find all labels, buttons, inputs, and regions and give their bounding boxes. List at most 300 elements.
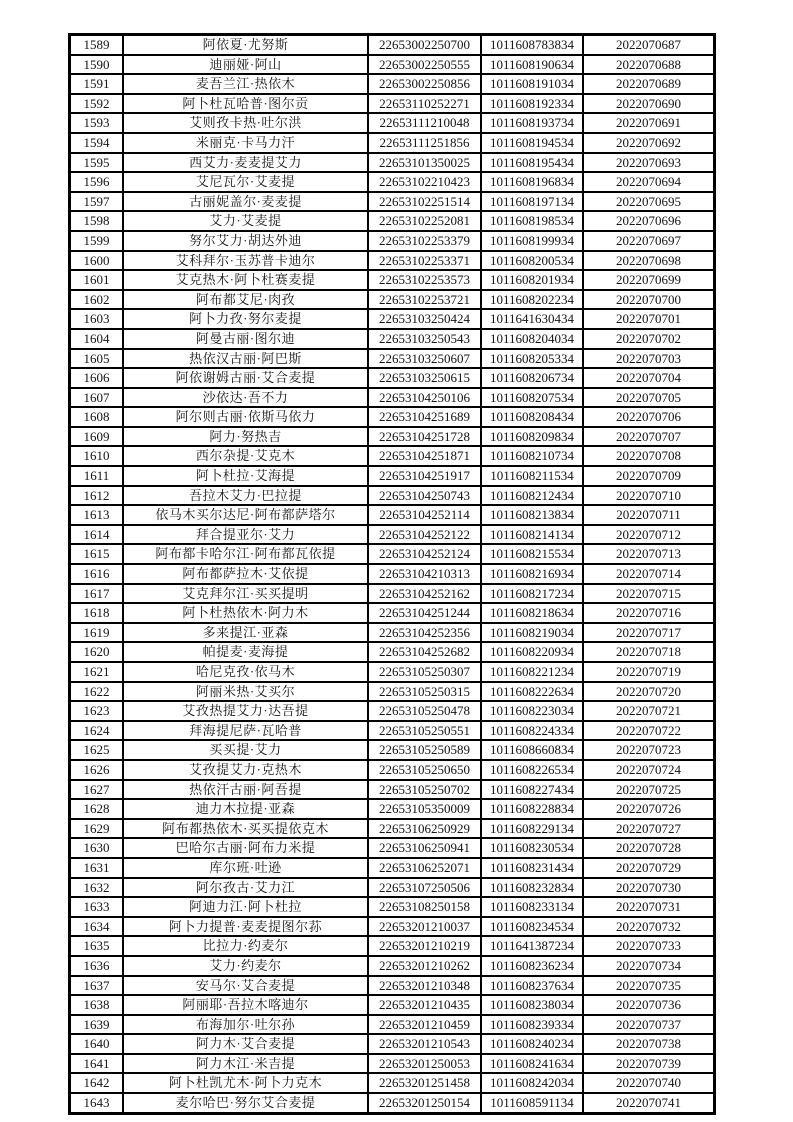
registration-number-cell: 1011608202234	[481, 290, 583, 310]
registration-number-cell: 1011608227434	[481, 780, 583, 800]
certificate-number-cell: 2022070724	[583, 760, 715, 780]
registration-number-cell: 1011608231434	[481, 858, 583, 878]
registration-number-cell: 1011608208434	[481, 407, 583, 427]
results-table	[68, 33, 716, 1115]
name-cell: 沙依达·吾不力	[123, 388, 368, 408]
table-row	[70, 995, 715, 1015]
name-cell: 西尔杂提·艾克木	[123, 446, 368, 466]
registration-number-cell: 1011608233134	[481, 897, 583, 917]
exam-number-cell: 22653104251917	[368, 466, 481, 486]
certificate-number-cell: 2022070711	[583, 505, 715, 525]
name-cell: 艾克拜尔江·买买提明	[123, 584, 368, 604]
exam-number-cell: 22653110252271	[368, 94, 481, 114]
certificate-number-cell: 2022070690	[583, 94, 715, 114]
table-row	[70, 917, 715, 937]
certificate-number-cell: 2022070732	[583, 917, 715, 937]
table-row	[70, 623, 715, 643]
exam-number-cell: 22653104252114	[368, 505, 481, 525]
exam-number-cell: 22653106250929	[368, 819, 481, 839]
name-cell: 布海加尔·吐尔孙	[123, 1015, 368, 1035]
serial-number-cell: 1635	[70, 936, 124, 956]
exam-number-cell: 22653101350025	[368, 153, 481, 173]
serial-number-cell: 1596	[70, 172, 124, 192]
exam-number-cell: 22653105250650	[368, 760, 481, 780]
certificate-number-cell: 2022070712	[583, 525, 715, 545]
serial-number-cell: 1598	[70, 211, 124, 231]
exam-number-cell: 22653103250615	[368, 368, 481, 388]
registration-number-cell: 1011608783834	[481, 35, 583, 55]
serial-number-cell: 1639	[70, 1015, 124, 1035]
table-row	[70, 486, 715, 506]
registration-number-cell: 1011608204034	[481, 329, 583, 349]
exam-number-cell: 22653103250607	[368, 349, 481, 369]
certificate-number-cell: 2022070737	[583, 1015, 715, 1035]
exam-number-cell: 22653002250856	[368, 74, 481, 94]
name-cell: 阿卜杜瓦哈普·图尔贡	[123, 94, 368, 114]
certificate-number-cell: 2022070736	[583, 995, 715, 1015]
registration-number-cell: 1011608236234	[481, 956, 583, 976]
certificate-number-cell: 2022070723	[583, 740, 715, 760]
table-row	[70, 466, 715, 486]
registration-number-cell: 1011608239334	[481, 1015, 583, 1035]
exam-number-cell: 22653201210219	[368, 936, 481, 956]
name-cell: 阿迪力江·阿卜杜拉	[123, 897, 368, 917]
registration-number-cell: 1011641387234	[481, 936, 583, 956]
name-cell: 阿尔孜古·艾力江	[123, 878, 368, 898]
name-cell: 库尔班·吐逊	[123, 858, 368, 878]
serial-number-cell: 1604	[70, 329, 124, 349]
certificate-number-cell: 2022070717	[583, 623, 715, 643]
name-cell: 阿依谢姆古丽·艾合麦提	[123, 368, 368, 388]
registration-number-cell: 1011608191034	[481, 74, 583, 94]
table-row	[70, 251, 715, 271]
name-cell: 吾拉木艾力·巴拉提	[123, 486, 368, 506]
name-cell: 西艾力·麦麦提艾力	[123, 153, 368, 173]
name-cell: 阿卜力提普·麦麦提图尔荪	[123, 917, 368, 937]
serial-number-cell: 1623	[70, 701, 124, 721]
registration-number-cell: 1011608591134	[481, 1093, 583, 1113]
certificate-number-cell: 2022070689	[583, 74, 715, 94]
name-cell: 热依汉古丽·阿巴斯	[123, 349, 368, 369]
serial-number-cell: 1622	[70, 682, 124, 702]
serial-number-cell: 1607	[70, 388, 124, 408]
certificate-number-cell: 2022070704	[583, 368, 715, 388]
certificate-number-cell: 2022070702	[583, 329, 715, 349]
exam-number-cell: 22653107250506	[368, 878, 481, 898]
serial-number-cell: 1605	[70, 349, 124, 369]
certificate-number-cell: 2022070699	[583, 270, 715, 290]
certificate-number-cell: 2022070739	[583, 1054, 715, 1074]
serial-number-cell: 1621	[70, 662, 124, 682]
serial-number-cell: 1601	[70, 270, 124, 290]
registration-number-cell: 1011608213834	[481, 505, 583, 525]
serial-number-cell: 1626	[70, 760, 124, 780]
serial-number-cell: 1640	[70, 1034, 124, 1054]
registration-number-cell: 1011608660834	[481, 740, 583, 760]
table-row	[70, 936, 715, 956]
certificate-number-cell: 2022070720	[583, 682, 715, 702]
serial-number-cell: 1629	[70, 819, 124, 839]
table-row	[70, 642, 715, 662]
name-cell: 哈尼克孜·依马木	[123, 662, 368, 682]
exam-number-cell: 22653201250154	[368, 1093, 481, 1113]
exam-number-cell: 22653104210313	[368, 564, 481, 584]
registration-number-cell: 1011608237634	[481, 976, 583, 996]
certificate-number-cell: 2022070709	[583, 466, 715, 486]
registration-number-cell: 1011608240234	[481, 1034, 583, 1054]
table-row	[70, 192, 715, 212]
certificate-number-cell: 2022070731	[583, 897, 715, 917]
registration-number-cell: 1011608198534	[481, 211, 583, 231]
exam-number-cell: 22653106250941	[368, 838, 481, 858]
certificate-number-cell: 2022070741	[583, 1093, 715, 1113]
certificate-number-cell: 2022070705	[583, 388, 715, 408]
certificate-number-cell: 2022070696	[583, 211, 715, 231]
exam-number-cell: 22653102253721	[368, 290, 481, 310]
name-cell: 艾孜热提艾力·达吾提	[123, 701, 368, 721]
serial-number-cell: 1627	[70, 780, 124, 800]
serial-number-cell: 1595	[70, 153, 124, 173]
name-cell: 迪丽娅·阿山	[123, 55, 368, 75]
registration-number-cell: 1011608226534	[481, 760, 583, 780]
serial-number-cell: 1634	[70, 917, 124, 937]
registration-number-cell: 1011608238034	[481, 995, 583, 1015]
name-cell: 努尔艾力·胡达外迪	[123, 231, 368, 251]
certificate-number-cell: 2022070719	[583, 662, 715, 682]
name-cell: 艾则孜卡热·吐尔洪	[123, 113, 368, 133]
name-cell: 迪力木拉提·亚森	[123, 799, 368, 819]
certificate-number-cell: 2022070716	[583, 603, 715, 623]
exam-number-cell: 22653102251514	[368, 192, 481, 212]
certificate-number-cell: 2022070691	[583, 113, 715, 133]
name-cell: 米丽克·卡马力汗	[123, 133, 368, 153]
table-row	[70, 290, 715, 310]
name-cell: 阿布都热依木·买买提依克木	[123, 819, 368, 839]
name-cell: 阿力木江·米吉提	[123, 1054, 368, 1074]
exam-number-cell: 22653002250555	[368, 55, 481, 75]
registration-number-cell: 1011608217234	[481, 584, 583, 604]
certificate-number-cell: 2022070722	[583, 721, 715, 741]
name-cell: 巴哈尔古丽·阿布力米提	[123, 838, 368, 858]
certificate-number-cell: 2022070727	[583, 819, 715, 839]
name-cell: 麦尔哈巴·努尔艾合麦提	[123, 1093, 368, 1113]
registration-number-cell: 1011608221234	[481, 662, 583, 682]
registration-number-cell: 1011608224334	[481, 721, 583, 741]
registration-number-cell: 1011608234534	[481, 917, 583, 937]
registration-number-cell: 1011608220934	[481, 642, 583, 662]
exam-number-cell: 22653104252162	[368, 584, 481, 604]
table-row	[70, 976, 715, 996]
serial-number-cell: 1641	[70, 1054, 124, 1074]
registration-number-cell: 1011608242034	[481, 1073, 583, 1093]
certificate-number-cell: 2022070707	[583, 427, 715, 447]
table-row	[70, 505, 715, 525]
table-row	[70, 388, 715, 408]
certificate-number-cell: 2022070687	[583, 35, 715, 55]
registration-number-cell: 1011608205334	[481, 349, 583, 369]
registration-number-cell: 1011608193734	[481, 113, 583, 133]
registration-number-cell: 1011608214134	[481, 525, 583, 545]
name-cell: 阿曼古丽·图尔迪	[123, 329, 368, 349]
certificate-number-cell: 2022070740	[583, 1073, 715, 1093]
results-table-body	[70, 35, 715, 1114]
certificate-number-cell: 2022070692	[583, 133, 715, 153]
table-row	[70, 172, 715, 192]
table-row	[70, 35, 715, 55]
exam-number-cell: 22653104251728	[368, 427, 481, 447]
certificate-number-cell: 2022070733	[583, 936, 715, 956]
exam-number-cell: 22653201210459	[368, 1015, 481, 1035]
table-row	[70, 407, 715, 427]
table-row	[70, 662, 715, 682]
registration-number-cell: 1011608195434	[481, 153, 583, 173]
name-cell: 多来提江·亚森	[123, 623, 368, 643]
serial-number-cell: 1606	[70, 368, 124, 388]
serial-number-cell: 1597	[70, 192, 124, 212]
registration-number-cell: 1011608190634	[481, 55, 583, 75]
serial-number-cell: 1618	[70, 603, 124, 623]
name-cell: 阿卜杜凯尤木·阿卜力克木	[123, 1073, 368, 1093]
registration-number-cell: 1011608200534	[481, 251, 583, 271]
table-row	[70, 603, 715, 623]
serial-number-cell: 1608	[70, 407, 124, 427]
exam-number-cell: 22653201210262	[368, 956, 481, 976]
table-row	[70, 211, 715, 231]
registration-number-cell: 1011608241634	[481, 1054, 583, 1074]
certificate-number-cell: 2022070714	[583, 564, 715, 584]
table-row	[70, 721, 715, 741]
name-cell: 阿丽耶·吾拉木喀迪尔	[123, 995, 368, 1015]
serial-number-cell: 1632	[70, 878, 124, 898]
exam-number-cell: 22653111210048	[368, 113, 481, 133]
serial-number-cell: 1613	[70, 505, 124, 525]
serial-number-cell: 1610	[70, 446, 124, 466]
table-row	[70, 55, 715, 75]
exam-number-cell: 22653201210348	[368, 976, 481, 996]
certificate-number-cell: 2022070735	[583, 976, 715, 996]
name-cell: 阿力·努热吉	[123, 427, 368, 447]
certificate-number-cell: 2022070697	[583, 231, 715, 251]
registration-number-cell: 1011641630434	[481, 309, 583, 329]
registration-number-cell: 1011608209834	[481, 427, 583, 447]
name-cell: 比拉力·约麦尔	[123, 936, 368, 956]
name-cell: 拜合提亚尔·艾力	[123, 525, 368, 545]
name-cell: 帕提麦·麦海提	[123, 642, 368, 662]
certificate-number-cell: 2022070710	[583, 486, 715, 506]
table-row	[70, 329, 715, 349]
serial-number-cell: 1603	[70, 309, 124, 329]
certificate-number-cell: 2022070698	[583, 251, 715, 271]
table-row	[70, 956, 715, 976]
table-row	[70, 780, 715, 800]
exam-number-cell: 22653102210423	[368, 172, 481, 192]
exam-number-cell: 22653201210435	[368, 995, 481, 1015]
certificate-number-cell: 2022070713	[583, 544, 715, 564]
certificate-number-cell: 2022070718	[583, 642, 715, 662]
name-cell: 阿卜杜热依木·阿力木	[123, 603, 368, 623]
registration-number-cell: 1011608201934	[481, 270, 583, 290]
exam-number-cell: 22653105250551	[368, 721, 481, 741]
serial-number-cell: 1599	[70, 231, 124, 251]
serial-number-cell: 1593	[70, 113, 124, 133]
serial-number-cell: 1636	[70, 956, 124, 976]
registration-number-cell: 1011608197134	[481, 192, 583, 212]
name-cell: 艾力·艾麦提	[123, 211, 368, 231]
exam-number-cell: 22653201251458	[368, 1073, 481, 1093]
serial-number-cell: 1616	[70, 564, 124, 584]
exam-number-cell: 22653108250158	[368, 897, 481, 917]
certificate-number-cell: 2022070688	[583, 55, 715, 75]
exam-number-cell: 22653102253379	[368, 231, 481, 251]
serial-number-cell: 1638	[70, 995, 124, 1015]
serial-number-cell: 1609	[70, 427, 124, 447]
serial-number-cell: 1620	[70, 642, 124, 662]
certificate-number-cell: 2022070715	[583, 584, 715, 604]
table-row	[70, 858, 715, 878]
registration-number-cell: 1011608207534	[481, 388, 583, 408]
name-cell: 阿依夏·尤努斯	[123, 35, 368, 55]
name-cell: 阿布都萨拉木·艾依提	[123, 564, 368, 584]
table-row	[70, 446, 715, 466]
table-row	[70, 819, 715, 839]
certificate-number-cell: 2022070721	[583, 701, 715, 721]
exam-number-cell: 22653102252081	[368, 211, 481, 231]
serial-number-cell: 1600	[70, 251, 124, 271]
table-row	[70, 427, 715, 447]
exam-number-cell: 22653102253573	[368, 270, 481, 290]
table-row	[70, 133, 715, 153]
table-row	[70, 153, 715, 173]
serial-number-cell: 1625	[70, 740, 124, 760]
certificate-number-cell: 2022070706	[583, 407, 715, 427]
table-row	[70, 838, 715, 858]
certificate-number-cell: 2022070693	[583, 153, 715, 173]
name-cell: 安马尔·艾合麦提	[123, 976, 368, 996]
exam-number-cell: 22653102253371	[368, 251, 481, 271]
registration-number-cell: 1011608223034	[481, 701, 583, 721]
table-row	[70, 231, 715, 251]
serial-number-cell: 1619	[70, 623, 124, 643]
certificate-number-cell: 2022070726	[583, 799, 715, 819]
serial-number-cell: 1624	[70, 721, 124, 741]
table-row	[70, 1015, 715, 1035]
exam-number-cell: 22653104250743	[368, 486, 481, 506]
table-row	[70, 349, 715, 369]
exam-number-cell: 22653105250478	[368, 701, 481, 721]
table-row	[70, 799, 715, 819]
table-row	[70, 897, 715, 917]
table-row	[70, 701, 715, 721]
registration-number-cell: 1011608232834	[481, 878, 583, 898]
serial-number-cell: 1631	[70, 858, 124, 878]
exam-number-cell: 22653105250307	[368, 662, 481, 682]
registration-number-cell: 1011608228834	[481, 799, 583, 819]
registration-number-cell: 1011608199934	[481, 231, 583, 251]
certificate-number-cell: 2022070728	[583, 838, 715, 858]
table-row	[70, 309, 715, 329]
registration-number-cell: 1011608206734	[481, 368, 583, 388]
table-row	[70, 270, 715, 290]
serial-number-cell: 1602	[70, 290, 124, 310]
registration-number-cell: 1011608230534	[481, 838, 583, 858]
serial-number-cell: 1615	[70, 544, 124, 564]
registration-number-cell: 1011608216934	[481, 564, 583, 584]
table-row	[70, 1093, 715, 1113]
registration-number-cell: 1011608218634	[481, 603, 583, 623]
table-row	[70, 760, 715, 780]
serial-number-cell: 1614	[70, 525, 124, 545]
name-cell: 阿尔则古丽·依斯马依力	[123, 407, 368, 427]
name-cell: 阿卜力孜·努尔麦提	[123, 309, 368, 329]
table-row	[70, 1073, 715, 1093]
registration-number-cell: 1011608194534	[481, 133, 583, 153]
exam-number-cell: 22653104251689	[368, 407, 481, 427]
table-row	[70, 368, 715, 388]
serial-number-cell: 1611	[70, 466, 124, 486]
exam-number-cell: 22653201210037	[368, 917, 481, 937]
certificate-number-cell: 2022070695	[583, 192, 715, 212]
exam-number-cell: 22653105250589	[368, 740, 481, 760]
serial-number-cell: 1591	[70, 74, 124, 94]
exam-number-cell: 22653104251871	[368, 446, 481, 466]
table-row	[70, 878, 715, 898]
serial-number-cell: 1630	[70, 838, 124, 858]
name-cell: 拜海提尼萨·瓦哈普	[123, 721, 368, 741]
serial-number-cell: 1643	[70, 1093, 124, 1113]
serial-number-cell: 1642	[70, 1073, 124, 1093]
serial-number-cell: 1592	[70, 94, 124, 114]
table-row	[70, 94, 715, 114]
registration-number-cell: 1011608192334	[481, 94, 583, 114]
name-cell: 麦吾兰江·热依木	[123, 74, 368, 94]
registration-number-cell: 1011608215534	[481, 544, 583, 564]
serial-number-cell: 1628	[70, 799, 124, 819]
exam-number-cell: 22653105250702	[368, 780, 481, 800]
name-cell: 阿布都卡哈尔江·阿布都瓦依提	[123, 544, 368, 564]
name-cell: 艾力·约麦尔	[123, 956, 368, 976]
exam-number-cell: 22653111251856	[368, 133, 481, 153]
table-row	[70, 544, 715, 564]
exam-number-cell: 22653104252124	[368, 544, 481, 564]
exam-number-cell: 22653104250106	[368, 388, 481, 408]
exam-number-cell: 22653103250543	[368, 329, 481, 349]
certificate-number-cell: 2022070708	[583, 446, 715, 466]
registration-number-cell: 1011608212434	[481, 486, 583, 506]
table-row	[70, 525, 715, 545]
table-row	[70, 564, 715, 584]
name-cell: 热依汗古丽·阿吾提	[123, 780, 368, 800]
table-row	[70, 113, 715, 133]
serial-number-cell: 1590	[70, 55, 124, 75]
serial-number-cell: 1589	[70, 35, 124, 55]
exam-number-cell: 22653104252122	[368, 525, 481, 545]
exam-number-cell: 22653002250700	[368, 35, 481, 55]
serial-number-cell: 1633	[70, 897, 124, 917]
serial-number-cell: 1637	[70, 976, 124, 996]
registration-number-cell: 1011608196834	[481, 172, 583, 192]
name-cell: 买买提·艾力	[123, 740, 368, 760]
exam-number-cell: 22653103250424	[368, 309, 481, 329]
certificate-number-cell: 2022070694	[583, 172, 715, 192]
serial-number-cell: 1594	[70, 133, 124, 153]
serial-number-cell: 1617	[70, 584, 124, 604]
name-cell: 艾克热木·阿卜杜赛麦提	[123, 270, 368, 290]
certificate-number-cell: 2022070738	[583, 1034, 715, 1054]
serial-number-cell: 1612	[70, 486, 124, 506]
name-cell: 阿布都艾尼·肉孜	[123, 290, 368, 310]
table-row	[70, 1054, 715, 1074]
name-cell: 阿卜杜拉·艾海提	[123, 466, 368, 486]
